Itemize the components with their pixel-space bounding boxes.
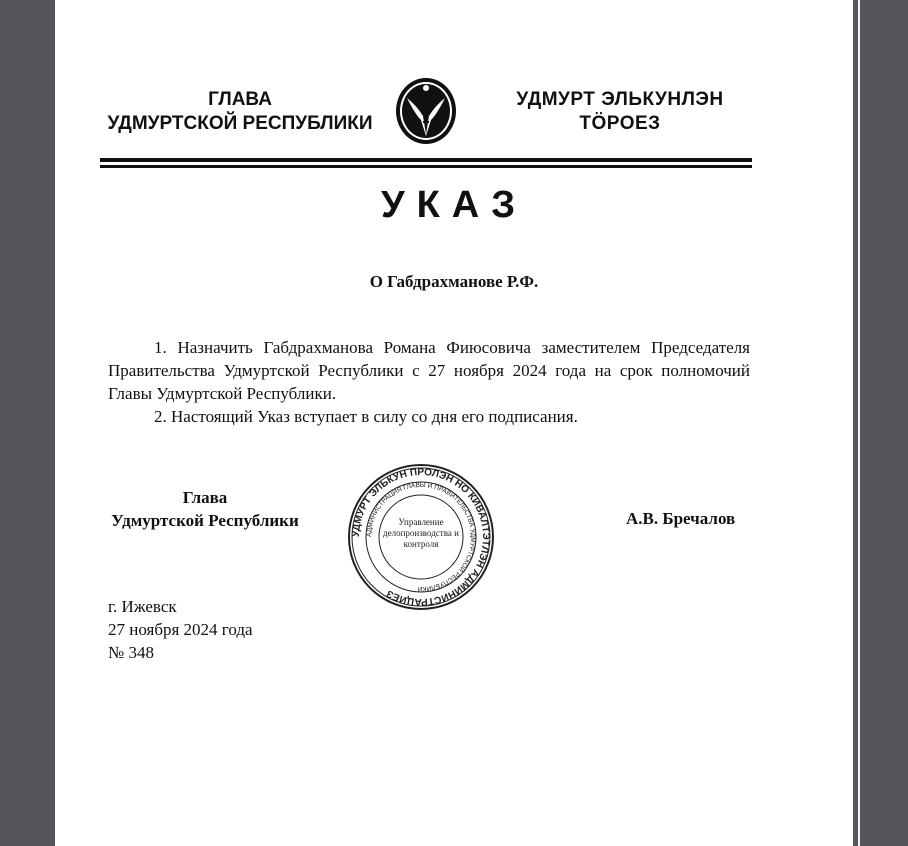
header-left-line1: ГЛАВА xyxy=(208,89,272,110)
coat-of-arms-emblem xyxy=(387,76,465,146)
stamp-outer-text: УДМУРТ ЭЛЬКУН ПРОЛЭН НО КИВАЛТЭТЛЭН АДМИНИСТРАЦИЕЗ xyxy=(350,466,492,608)
document-body xyxy=(108,336,750,428)
signatory-title-line1: Глава xyxy=(182,488,228,507)
header-left xyxy=(100,88,380,136)
signatory-name: А.В. Бречалов xyxy=(626,509,736,528)
stamp-center-text: Управление делопроизводства и контроля xyxy=(383,517,459,549)
document-number: № 348 xyxy=(108,643,154,662)
header-left-line2: УДМУРТСКОЙ РЕСПУБЛИКИ xyxy=(107,113,373,134)
document-subject: О Габдрахманове Р.Ф. xyxy=(369,272,539,291)
header-rule-thin xyxy=(100,165,752,168)
document-title: УКАЗ xyxy=(380,184,528,226)
signatory-title-line2: Удмуртской Республики xyxy=(111,511,299,530)
date: 27 ноября 2024 года xyxy=(108,620,253,639)
scrollbar-edge xyxy=(858,0,860,846)
header-right-line1: УДМУРТ ЭЛЬКУНЛЭН xyxy=(516,89,724,110)
stamp-inner-text: АДМИНИСТРАЦИЯ ГЛАВЫ И ПРАВИТЕЛЬСТВА УДМУРТСКОЙ РЕСПУБЛИКИ xyxy=(365,481,477,593)
paragraph-1: 1. Назначить Габдрахманова Романа Фиюсовича заместителем Председателя Правительства Удмуртской Республики с 27 ноября 2024 года на срок полномочий Главы Удмуртской Республики. xyxy=(108,338,750,403)
city: г. Ижевск xyxy=(108,597,177,616)
header-right xyxy=(500,88,740,136)
paragraph-2: 2. Настоящий Указ вступает в силу со дня его подписания. xyxy=(154,407,578,426)
document-footer xyxy=(108,595,253,664)
header-right-line2: ТӦРОЕЗ xyxy=(579,113,661,134)
signatory-title xyxy=(100,486,310,532)
header-rule-thick xyxy=(100,158,752,162)
official-stamp xyxy=(346,462,496,612)
